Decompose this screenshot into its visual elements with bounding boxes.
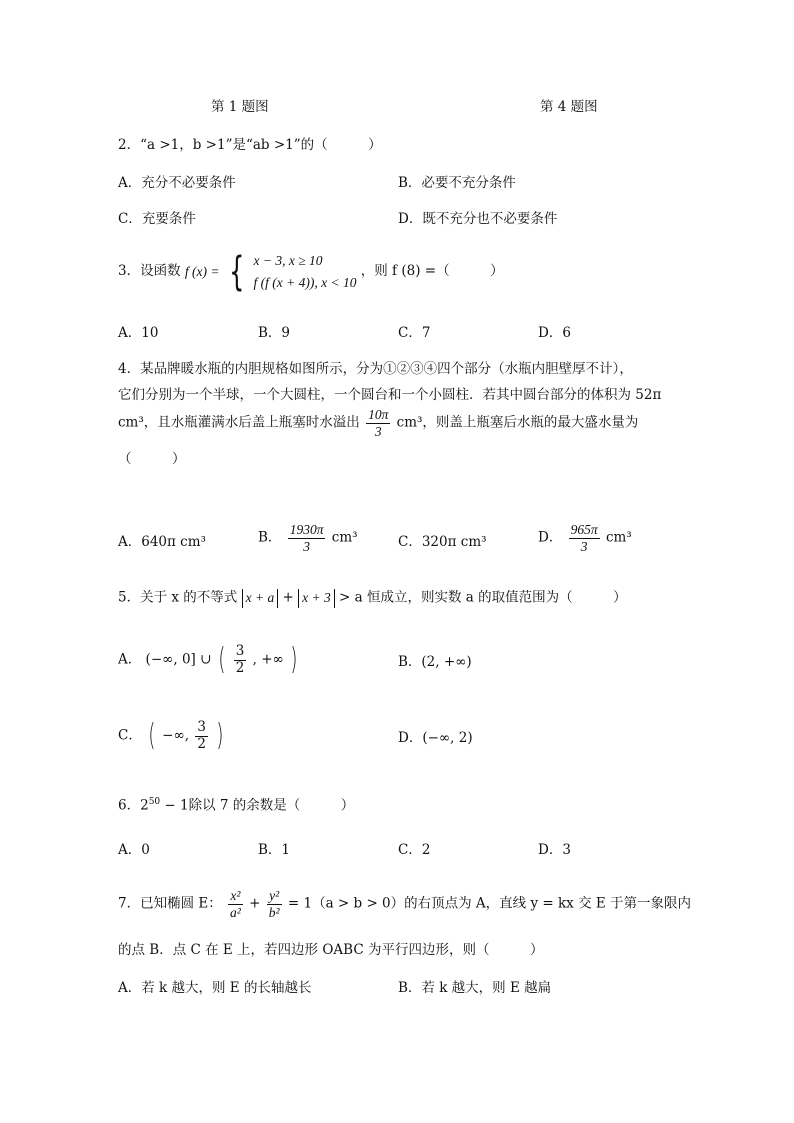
q5-abs-1: x + a [242, 589, 279, 608]
q4-overflow-numerator: 10π [368, 407, 389, 422]
q4-overflow-denominator: 3 [374, 423, 382, 439]
q2-option-d: D．既不充分也不必要条件 [398, 211, 558, 227]
q3-option-b: B．9 [258, 325, 291, 341]
q5-option-b: B．(2, +∞) [398, 654, 472, 670]
q4-option-b-denominator: 3 [303, 538, 310, 554]
q5-option-a-label: A． [118, 651, 142, 668]
q5-suffix: > a 恒成立，则实数 a 的取值范围为（ ） [339, 589, 627, 606]
q7-fraction-y-numerator: y² [267, 888, 282, 905]
figure-1-caption: 第 1 题图 [211, 99, 269, 115]
q7-option-a: A．若 k 越大，则 E 的长轴越长 [118, 980, 312, 996]
q4-line-4: （ ） [118, 451, 186, 467]
q2-option-a: A．充分不必要条件 [118, 175, 236, 191]
q5-option-c-numerator: 3 [197, 719, 206, 735]
q6-option-c: C．2 [398, 842, 431, 858]
q5-option-a-fraction [234, 644, 247, 676]
q7-fraction-y [267, 888, 282, 920]
q6-stem [118, 798, 354, 813]
q3-option-c: C．7 [398, 325, 431, 341]
q3-stem [118, 250, 504, 293]
q4-option-d-denominator: 3 [580, 538, 588, 554]
q7-plus: + [249, 895, 261, 912]
right-paren-icon: ) [290, 642, 298, 678]
q4-option-b-fraction [288, 522, 326, 554]
q6-exponent: 50 [148, 797, 161, 807]
q5-stem [118, 589, 627, 608]
q5-option-d: D．(−∞, 2) [398, 730, 473, 746]
q7-stem-text: = 1（a > b > 0）的右顶点为 A，直线 y = kx 交 E 于第一象限内 [287, 895, 692, 912]
q3-case1: x − 3, x ≥ 10 [253, 253, 323, 268]
left-paren-icon: ( [148, 718, 156, 754]
q4-line-3 [118, 407, 638, 439]
q6-stem-text: − 1除以 7 的余数是（ ） [160, 797, 355, 814]
q2-option-b: B．必要不充分条件 [398, 175, 516, 191]
q5-option-c [118, 720, 226, 752]
q4-option-d [538, 522, 632, 554]
q4-overflow-fraction [366, 407, 390, 439]
q3-option-d: D．6 [538, 325, 571, 341]
q3-prefix: 3．设函数 [118, 262, 181, 279]
q4-line-3-text-a: cm³，且水瓶灌满水后盖上瓶塞时水溢出 [118, 414, 360, 431]
q3-func-name: f (x) = [184, 263, 220, 279]
q4-option-d-unit: cm³ [605, 529, 632, 546]
q7-fraction-x-denominator: a² [230, 904, 241, 920]
q4-line-3-text-b: cm³，则盖上瓶塞后水瓶的最大盛水量为 [396, 414, 639, 431]
q5-plus: + [282, 589, 294, 606]
q5-option-c-label: C． [118, 727, 142, 744]
q5-abs-2: x + 3 [298, 589, 335, 608]
q4-option-d-numerator: 965π [570, 522, 598, 537]
q4-line-1: 4．某品牌暖水瓶的内胆规格如图所示，分为①②③④四个部分（水瓶内胆壁厚不计）， [118, 361, 633, 377]
q7-fraction-y-denominator: b² [268, 904, 280, 920]
q5-option-c-fraction [195, 720, 208, 752]
right-paren-icon: ) [216, 718, 224, 754]
q3-case2: f (f (x + 4)), x < 10 [253, 274, 357, 290]
q4-option-b-numerator: 1930π [289, 522, 324, 537]
q2-option-c: C．充要条件 [118, 211, 196, 227]
figure-4-caption: 第 4 题图 [540, 99, 598, 115]
q7-option-b: B．若 k 越大，则 E 越扁 [398, 980, 552, 996]
q4-option-b [258, 522, 358, 554]
left-paren-icon: ( [218, 642, 226, 678]
q7-stem [118, 888, 691, 920]
q4-option-d-label: D． [538, 529, 563, 546]
q3-option-a: A．10 [118, 325, 159, 341]
q5-option-a [118, 644, 300, 676]
q7-line-2: 的点 B．点 C 在 E 上，若四边形 OABC 为平行四边形，则（ ） [118, 942, 544, 958]
q6-number: 6． [118, 797, 141, 814]
q6-option-d: D．3 [538, 842, 571, 858]
q4-option-b-unit: cm³ [331, 529, 358, 546]
q4-option-d-fraction [569, 522, 600, 554]
q6-base: 2 [140, 797, 149, 814]
q3-piecewise [254, 250, 357, 293]
q4-line-2: 它们分别为一个半球，一个大圆柱，一个圆台和一个小圆柱．若其中圆台部分的体积为 52π [118, 387, 662, 403]
q7-fraction-x-numerator: x² [228, 888, 243, 905]
q5-option-a-tail: , +∞ [252, 651, 284, 668]
q4-option-b-label: B． [258, 529, 282, 546]
q5-option-c-text: −∞, [162, 727, 190, 744]
q6-option-b: B．1 [258, 842, 291, 858]
q5-option-a-numerator: 3 [235, 643, 245, 659]
q5-option-a-denominator: 2 [235, 659, 245, 676]
q3-suffix: ，则 f (8) =（ ） [360, 262, 504, 279]
q7-fraction-x [228, 888, 243, 920]
q5-option-c-denominator: 2 [197, 735, 206, 752]
q4-option-a: A．640π cm³ [118, 534, 206, 550]
q5-prefix: 5．关于 x 的不等式 [118, 589, 238, 606]
q2-stem: 2．“a >1，b >1”是“ab >1”的（ ） [118, 137, 382, 153]
q4-option-c: C．320π cm³ [398, 534, 487, 550]
q6-option-a: A．0 [118, 842, 150, 858]
q3-brace-icon: { [228, 248, 245, 295]
q5-option-a-text: (−∞, 0] ∪ [145, 651, 212, 668]
q7-prefix: 7．已知椭圆 E： [118, 895, 222, 912]
